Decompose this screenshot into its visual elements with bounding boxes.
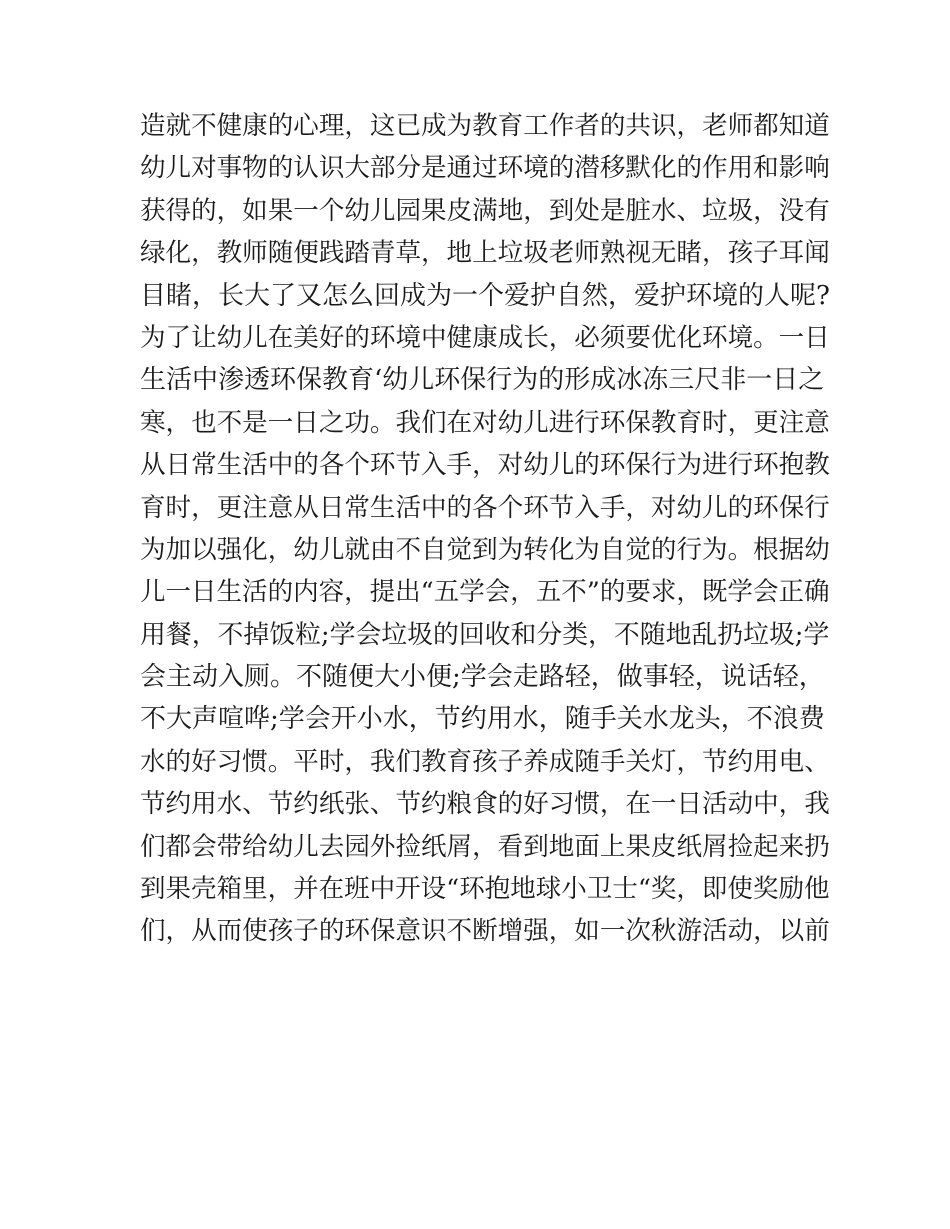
text-line: 获得的，如果一个幼儿园果皮满地，到处是脏水、垃圾，没有 (140, 195, 830, 226)
text-line: 为了让幼儿在美好的环境中健康成长，必须要优化环境。一日 (140, 322, 830, 353)
text-line: 到果壳箱里，并在班中开设“环抱地球小卫士“奖，即使奖励他 (140, 874, 830, 905)
text-line: 儿一日生活的内容，提出“五学会，五不”的要求，既学会正确 (140, 577, 830, 608)
text-line: 从日常生活中的各个环节入手，对幼儿的环保行为进行环抱教 (140, 450, 830, 481)
text-line: 用餐，不掉饭粒;学会垃圾的回收和分类，不随地乱扔垃圾;学 (140, 619, 830, 650)
text-line: 寒，也不是一日之功。我们在对幼儿进行环保教育时，更注意 (140, 407, 830, 438)
text-line: 目睹，长大了又怎么回成为一个爱护自然，爱护环境的人呢? (140, 280, 830, 311)
text-line: 生活中渗透环保教育‘幼儿环保行为的形成冰冻三尺非一日之 (140, 365, 825, 396)
text-line: 不大声喧哗;学会开小水，节约用水，随手关水龙头，不浪费 (140, 704, 825, 735)
text-line: 节约用水、节约纸张、节约粮食的好习惯，在一日活动中，我 (140, 789, 830, 820)
text-line: 造就不健康的心理，这已成为教育工作者的共识，老师都知道 (140, 111, 830, 141)
text-line: 绿化，教师随便践踏青草，地上垃圾老师熟视无睹，孩子耳闻 (140, 238, 830, 269)
text-line: 们都会带给幼儿去园外捡纸屑，看到地面上果皮纸屑捡起来扔 (140, 831, 830, 862)
text-line: 会主动入厕。不随便大小便;学会走路轻，做事轻，说话轻， (140, 662, 825, 693)
text-line: 育时，更注意从日常生活中的各个环节入手，对幼儿的环保行 (140, 492, 830, 523)
text-line: 幼儿对事物的认识大部分是通过环境的潜移默化的作用和影响 (140, 153, 830, 184)
text-line: 水的好习惯。平时，我们教育孩子养成随手关灯，节约用电、 (140, 746, 830, 777)
text-line: 们，从而使孩子的环保意识不断增强，如一次秋游活动，以前 (140, 916, 830, 947)
text-line: 为加以强化，幼儿就由不自觉到为转化为自觉的行为。根据幼 (140, 534, 830, 565)
body-text (140, 105, 830, 953)
